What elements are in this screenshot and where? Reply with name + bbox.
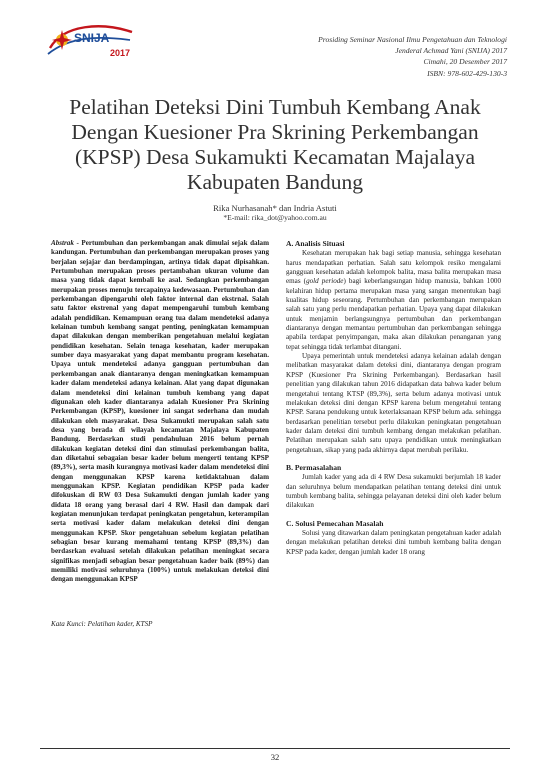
footer-rule [40, 748, 510, 749]
author-email: *E-mail: rika_dot@yahoo.com.au [223, 213, 327, 222]
right-column [286, 239, 501, 557]
section-a-paragraph-1 [286, 249, 501, 352]
snija-logo [40, 18, 138, 66]
header-line: Jenderal Achmad Yani (SNIJA) 2017 [395, 46, 507, 56]
proceedings-header [318, 34, 507, 79]
section-heading-a: A. Analisis Situasi [286, 239, 345, 248]
section-heading-b: B. Permasalahan [286, 462, 342, 472]
authors: Rika Nurhasanah* dan Indria Astuti [213, 203, 337, 213]
para-text-rest: ) bagi keberlangsungan hidup manusia, bahkan 1000 kelahiran hidup pertama merupakan masa yang sangan menentukan bagi kualitas hidup seseorang. Pertumbuhan dan perkembangan merupakan salah satu yang perlu mendapatkan perhatian. Upaya yang dapat dilakukan untuk menjamin berlangsungnya pertumbuhan dan perkembangan diantaranya dengan memantau pertumbuhan dan perkembangan sehingga apabila terdapat penyimpangan, maka akan dilakukan penanganan yang tepat sehingga tidak terlambat ditangani. [286, 277, 501, 351]
page-number: 32 [270, 752, 280, 762]
abstract-label: Abstrak [51, 239, 74, 247]
header-line: ISBN: 978-602-429-130-3 [427, 68, 507, 78]
keywords: Kata Kunci: Pelatihan kader, KTSP [51, 620, 153, 628]
para-italic: gold periode [306, 277, 344, 286]
section-b-paragraph-1: Jumlah kader yang ada di 4 RW Desa sukamukti berjumlah 18 kader dan seluruhnya belum mendapatkan pelatihan tentang deteksi dini untuk tumbuh kembang balita, sehingga pelayanan deteksi dini oleh kader belum dilakukan [286, 473, 501, 510]
paper-title: Pelatihan Deteksi Dini Tumbuh Kembang Anak Dengan Kuesioner Pra Skrining Perkembangan (KPSP) Desa Sukamukti Kecamatan Majalaya Kabupaten Bandung [69, 95, 481, 194]
header-line: Prosiding Seminar Nasional Ilmu Pengetahuan dan Teknologi [318, 35, 507, 44]
section-c-paragraph-1: Solusi yang ditawarkan dalam peningkatan pengetahuan kader adalah dengan melakukan pelatihan deteksi dini tumbuh kembang balita dengan KPSP pada kader, dengan jumlah kader 18 orang [286, 528, 501, 556]
section-heading-c: C. Solusi Pemecahan Masalah [286, 518, 384, 528]
para-text: Kesehatan merupakan hak bagi setiap manusia, sehingga kesehatan harus mendapatkan perhatian. Salah satu kelompok resiko mengalami gangguan kesehatan adalah kelompok balita, masa balita merupakan masa emas ( [286, 249, 501, 286]
abstract-text: - Pertumbuhan dan perkembangan anak dimulai sejak dalam kandungan. Pertumbuhan dan perkembangan merupakan proses yang berjalan sejajar dan berdampingan, artinya tidak dapat dipisahkan. Pertumbuhan merupakan proses pertambahan ukuran volume dan masa yang tidak dapat kembali ke asal. Sedangkan perkembangan merupakan proses menuju tercapainya kedewasaan. Pertumbuhan dan perkembangan dipengaruhi oleh faktor internal dan ekstrnal. Salah satu faktor ekstrenal yang dapat mempengaruhi tumbuh kembang adalah pendidikan. Kemampuan orang tua dalam mendeteksi adanya kelainan tumbuh kembang sangat penting, peningkatan kemampuan dapat dilakukan dengan memberikan pengetahuan melalui kegiatan pendidikan kesehatan. Selain tenaga kesehatan, kader merupakan sumber daya masyarakat yang dapat membantu program kesehatan. Upaya untuk mendeteksi adanya gangguan pertumbuhan dan perkembangan anak diantaranya dengan meningkatkan kemampuan kader dalam mendeteksi adanya kelainan. Alat yang dapat digunakan dalam mendeteksi dini kelainan tumbuh kembang yang dapat digunakan oleh kader diantaranya adalah Kuesioner Pra Skrining Perkembangan (KPSP), kuesioner ini sangat sederhana dan mudah dilakukan oleh masyarakat. Desa Sukamukti merupakan salah satu desa yang berada di wilayah kecamatan Majalaya Kabupaten Bandung. Berdasrkan studi pendahuluan 2016 belum pernah dilakukan kegiatan deteksi dini dan stimulasi perkembangan balita, dan diketahui sebagaian besar kader belum mengerti tentang KPSP (89,3%), serta masih kurangnya motivasi kader dalam mendeteksi dini dengan menggunakan KPSP karena ketidaktahuan dalam menggunakan KPSP. Kegiatan pendidikan KPSP pada kader difokuskan di RW 03 Desa Sukamukti dengan jumlah kader yang didata 18 orang yang berasal dari 4 RW. Hasil dan dampak dari kegiatan menunjukan terdapat peningkatan pengetahun, keterampilan serta motivasi kader dalam melakukan deteksi dini dengan menggunakan KPSP. Skor pengetahuan sebelum kegiatan pelatihan sebagian besar kurang memahami tentang KPSP (89,3%) dan berdasrkan evaluasi setelah dilakukan pelatihan meningkat secara signifikas menjadi sebagian besar pengetahuan kader baik (89%) dan memiliki motivasi seluruhnya (100%) untuk melakukan deteksi dini dengan menggunakan KPSP [51, 239, 269, 584]
header-line: Cimahi, 20 Desember 2017 [423, 57, 507, 67]
section-a-paragraph-2: Upaya pemerintah untuk mendeteksi adanya kelainan adalah dengan melibatkan masyarakat dalam deteksi dini, diantaranya dengan program KPSP (Kuesioner Pra Skrining Perkembangan). Berdasarkan hasil penelitian yang dilakukan tahun 2016 didapatkan data bahwa kader belum mengetahui tentang KTSP (89,3%), serta belum adanya motivasi untuk melakukan deteksi dini dengan KPSP karena belum mengetahui tentang KPSP. Sarana pendukung untuk keterlaksanaan KPSP belum ada. sehingga berdasarkan penelitian tersebut perlu dilakukan peningkatan pengetahuan kader dalam deteksi dini tumbuh kembang dengan melakukan pelatihan. Pelatihan merupakan salah satu upaya pendidikan untuk meningkatkan pengetahuan, sikap yang pada akhirnya dapat merubah perilaku. [286, 352, 501, 454]
abstract [51, 239, 269, 585]
logo-text: SNIJA [74, 31, 110, 45]
logo-year: 2017 [110, 48, 131, 58]
